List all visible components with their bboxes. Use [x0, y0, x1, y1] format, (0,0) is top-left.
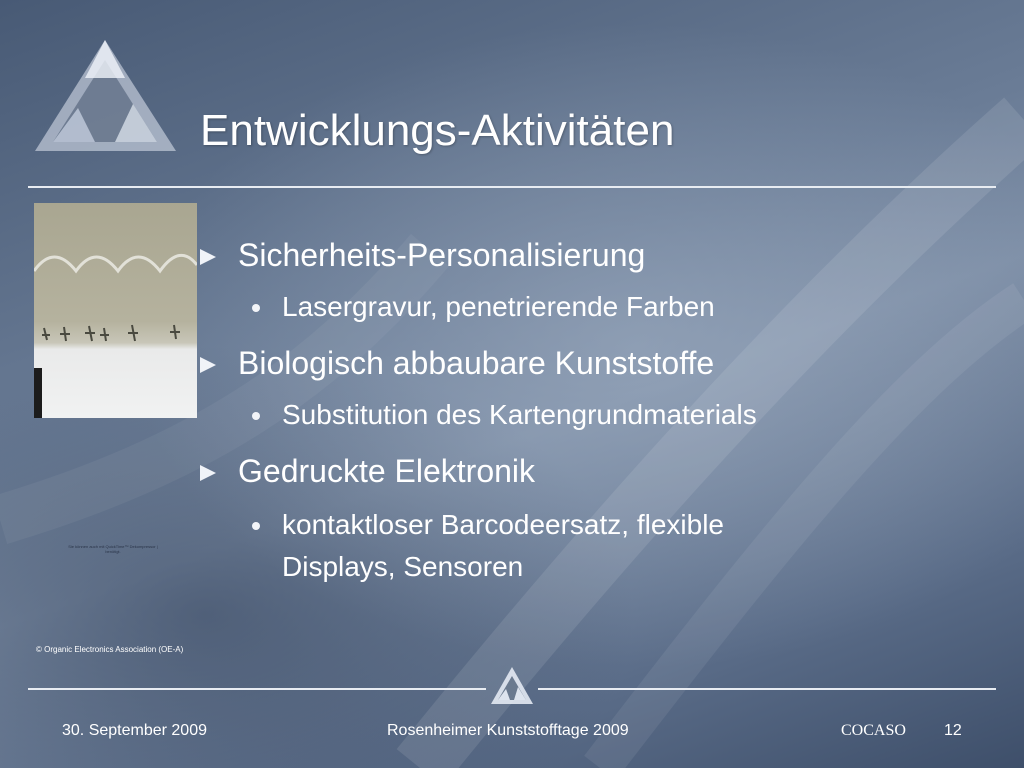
photo-strip — [34, 368, 42, 418]
bullet-label: Sicherheits-Personalisierung — [238, 237, 646, 273]
title-divider — [28, 186, 996, 188]
footer-date: 30. September 2009 — [62, 722, 207, 739]
product-photo — [34, 203, 197, 418]
footer-brand: COCASO — [841, 722, 906, 739]
footer-divider-right — [538, 688, 996, 690]
triangle-arrow-icon — [200, 249, 216, 265]
bullet-label: Gedruckte Elektronik — [238, 453, 536, 489]
triangle-logo-icon — [33, 38, 178, 153]
sub-bullet-label: kontaktloser Barcodeersatz, flexible Displays, Sensoren — [282, 509, 724, 582]
copyright-note: © Organic Electronics Association (OE-A) — [36, 645, 184, 654]
bullet-label: Biologisch abbaubare Kunststoffe — [238, 345, 715, 381]
triangle-arrow-icon — [200, 357, 216, 373]
footer-divider-left — [28, 688, 486, 690]
sub-bullet-label: Lasergravur, penetrierende Farben — [282, 291, 715, 322]
triangle-logo-icon — [490, 666, 534, 706]
dot-icon — [252, 412, 260, 420]
dot-icon — [252, 522, 260, 530]
triangle-arrow-icon — [200, 465, 216, 481]
dot-icon — [252, 304, 260, 312]
page-number: 12 — [944, 722, 962, 739]
footer-event: Rosenheimer Kunststofftage 2009 — [387, 722, 629, 739]
sub-bullet-label: Substitution des Kartengrundmaterials — [282, 399, 757, 430]
slide-title: Entwicklungs-Aktivitäten — [200, 106, 675, 155]
photo-caption: Sie können auch mit QuickTime™ Dekompressor | benötigt. — [68, 544, 158, 554]
